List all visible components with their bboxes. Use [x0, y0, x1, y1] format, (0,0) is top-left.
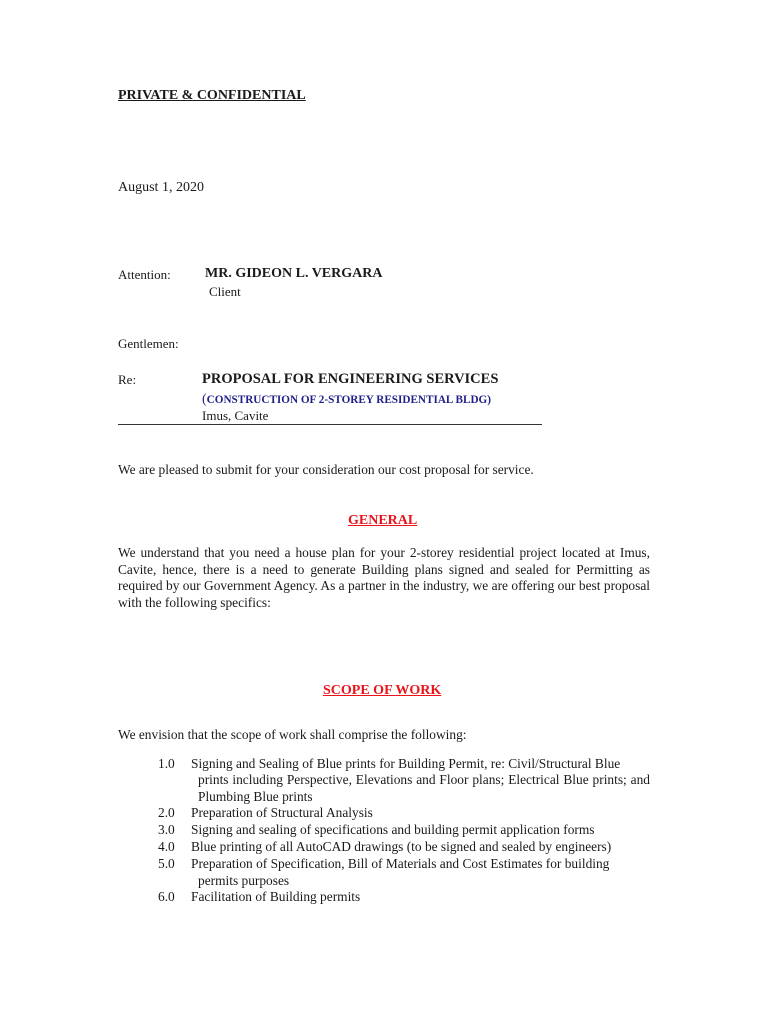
proposal-subtitle: [202, 390, 491, 408]
scope-item-number: 3.0: [158, 822, 175, 837]
letter-date: August 1, 2020: [118, 180, 204, 195]
scope-item-continuation: permits purposes: [198, 873, 290, 888]
scope-item-text: Signing and Sealing of Blue prints for Building Permit, re: Civil/Structural Blue: [191, 756, 621, 771]
recipient-name: MR. GIDEON L. VERGARA: [205, 266, 383, 281]
scope-item-text: Preparation of Structural Analysis: [191, 805, 373, 820]
scope-item-number: 6.0: [158, 889, 175, 904]
attention-label: Attention:: [118, 267, 171, 282]
intro-text: We are pleased to submit for your consideration our cost proposal for service.: [118, 462, 534, 477]
project-location: Imus, Cavite: [202, 408, 269, 423]
salutation: Gentlemen:: [118, 336, 179, 351]
scope-item-text: Preparation of Specification, Bill of Materials and Cost Estimates for building: [191, 856, 610, 871]
scope-item-number: 2.0: [158, 805, 175, 820]
scope-item-number: 5.0: [158, 856, 175, 871]
scope-item-text: Facilitation of Building permits: [191, 889, 361, 904]
re-underline: [118, 424, 542, 425]
confidential-heading: PRIVATE & CONFIDENTIAL: [118, 88, 306, 103]
proposal-title: PROPOSAL FOR ENGINEERING SERVICES: [202, 371, 499, 387]
scope-item-text: Signing and sealing of specifications and building permit application forms: [191, 822, 595, 837]
general-heading: GENERAL: [348, 513, 418, 528]
scope-item-continuation: prints including Perspective, Elevations and Floor plans; Electrical Blue prints; and Plumbing Blue prints: [198, 772, 650, 804]
scope-item-number: 4.0: [158, 839, 175, 854]
subtitle-text: CONSTRUCTION OF 2-STOREY RESIDENTIAL BLDG): [206, 394, 491, 406]
scope-heading: SCOPE OF WORK: [323, 683, 442, 698]
general-body: We understand that you need a house plan for your 2-storey residential project located at Imus, Cavite, hence, there is a need to generate Building plans signed and sealed for Permitting as required by our Government Agency. As a partner in the industry, we are offering our best proposal with the following specifics:: [118, 545, 650, 610]
subtitle-paren: (: [202, 392, 207, 407]
re-label: Re:: [118, 372, 137, 387]
scope-item-number: 1.0: [158, 756, 175, 771]
scope-intro: We envision that the scope of work shall comprise the following:: [118, 727, 467, 742]
scope-item-text: Blue printing of all AutoCAD drawings (to be signed and sealed by engineers): [191, 839, 612, 854]
recipient-role: Client: [209, 284, 241, 299]
